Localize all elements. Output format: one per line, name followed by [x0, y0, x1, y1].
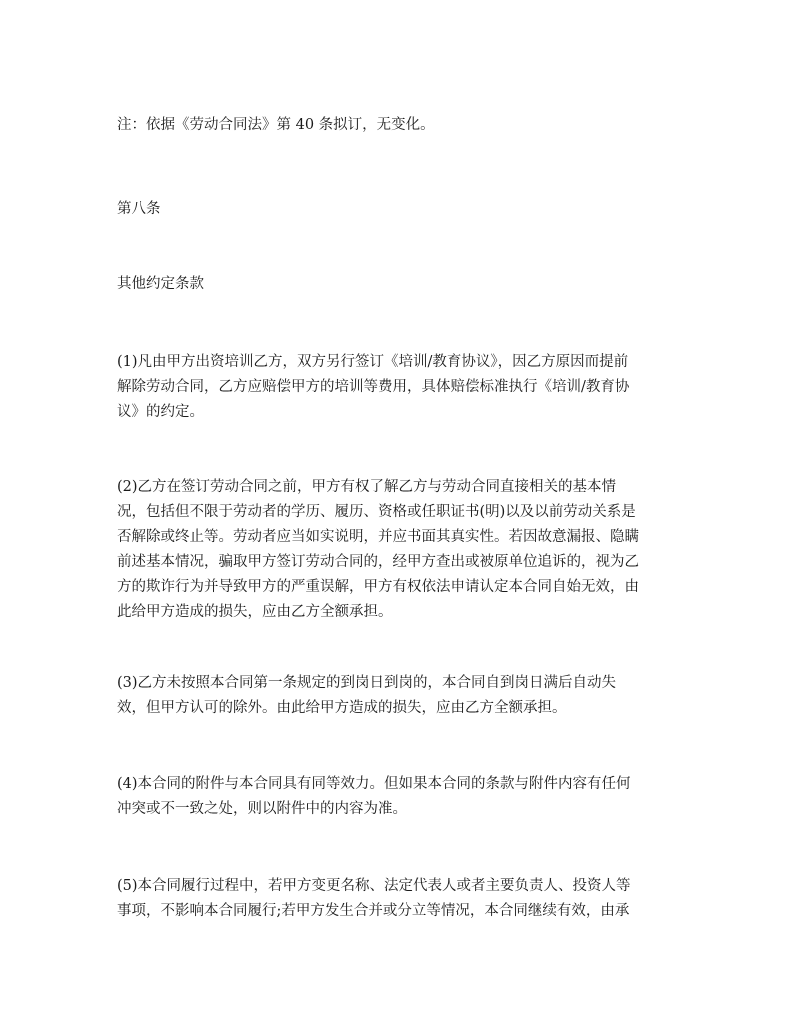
clause-1-line: 解除劳动合同，乙方应赔偿甲方的培训等费用，具体赔偿标准执行《培训/教育协 — [117, 379, 630, 395]
clause-2-line: 前述基本情况，骗取甲方签订劳动合同的，经甲方查出或被原单位追诉的，视为乙 — [117, 554, 639, 570]
clause-5-line: (5)本合同履行过程中，若甲方变更名称、法定代表人或者主要负责人、投资人等 — [117, 878, 631, 894]
clause-2-line: 否解除或终止等。劳动者应当如实说明，并应书面其真实性。若因故意漏报、隐瞒 — [117, 529, 639, 545]
clause-4-line: (4)本合同的附件与本合同具有同等效力。但如果本合同的条款与附件内容有任何 — [117, 776, 631, 792]
article-title — [117, 272, 687, 297]
clause-3-line: 效，但甲方认可的除外。由此给甲方造成的损失，应由乙方全额承担。 — [117, 700, 567, 716]
clause-2-line: 况，包括但不限于劳动者的学历、履历、资格或任职证书(明)以及以前劳动关系是 — [117, 504, 636, 520]
clause-1 — [117, 350, 687, 425]
clause-5 — [117, 874, 687, 924]
clause-2-line: 方的欺诈行为并导致甲方的严重误解，甲方有权依法申请认定本合同自始无效，由 — [117, 579, 639, 595]
article-number-line: 第八条 — [117, 201, 161, 217]
article-number — [117, 197, 687, 222]
article-title-line: 其他约定条款 — [117, 276, 204, 292]
clause-2-line: 此给甲方造成的损失，应由乙方全额承担。 — [117, 604, 393, 620]
clause-2 — [117, 475, 687, 625]
clause-3 — [117, 671, 687, 721]
clause-2-line: (2)乙方在签订劳动合同之前，甲方有权了解乙方与劳动合同直接相关的基本情 — [117, 479, 617, 495]
clause-3-line: (3)乙方未按照本合同第一条规定的到岗日到岗的，本合同自到岗日满后自动失 — [117, 675, 617, 691]
clause-1-line: (1)凡由甲方出资培训乙方，双方另行签订《培训/教育协议》，因乙方原因而提前 — [117, 354, 629, 370]
clause-1-line: 议》的约定。 — [117, 404, 204, 420]
note-line: 注：依据《劳动合同法》第 40 条拟订，无变化。 — [117, 117, 435, 133]
clause-4 — [117, 772, 687, 822]
clause-5-line: 事项，不影响本合同履行;若甲方发生合并或分立等情况，本合同继续有效，由承 — [117, 903, 630, 919]
note-text — [117, 113, 687, 138]
clause-4-line: 冲突或不一致之处，则以附件中的内容为准。 — [117, 801, 407, 817]
